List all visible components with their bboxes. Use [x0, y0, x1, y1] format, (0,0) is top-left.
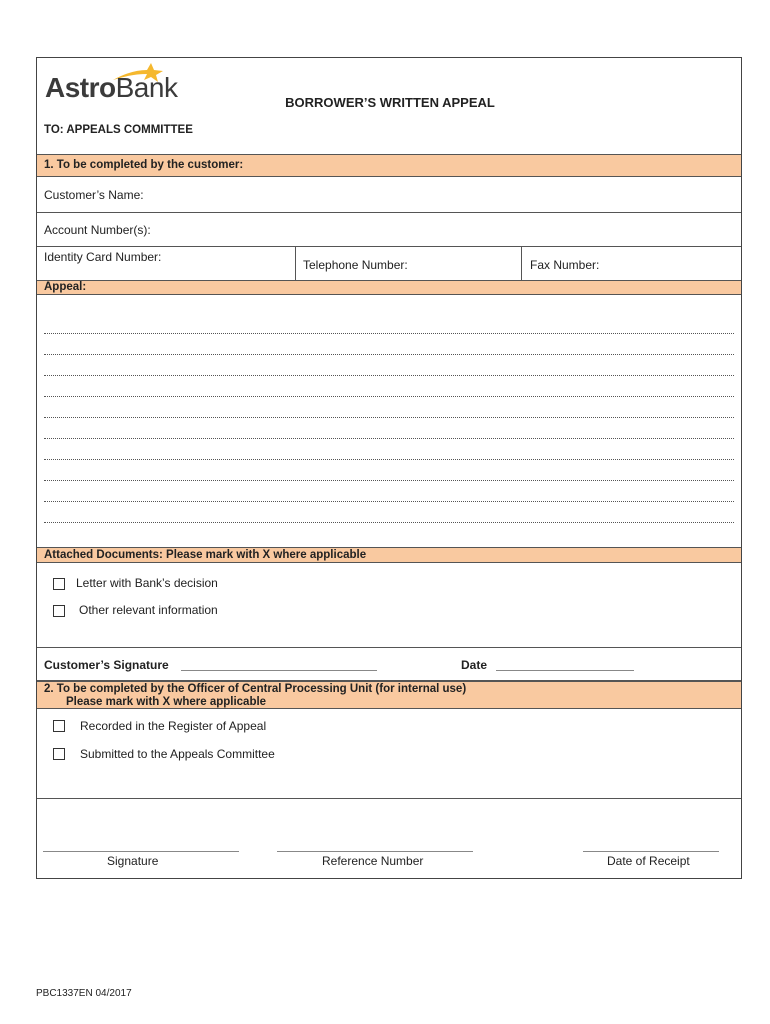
letter-checkbox[interactable] [53, 578, 65, 590]
appeal-line [44, 479, 734, 481]
submitted-label: Submitted to the Appeals Committee [80, 747, 275, 761]
reference-number-label: Reference Number [322, 854, 424, 868]
divider [37, 798, 741, 799]
recorded-label: Recorded in the Register of Appeal [80, 719, 267, 733]
appeal-line [44, 521, 734, 523]
attached-documents-header: Attached Documents: Please mark with X where applicable [37, 547, 741, 563]
appeal-header: Appeal: [37, 280, 741, 295]
customer-signature-line[interactable] [181, 670, 377, 671]
logo-wordmark: AstroBank [45, 72, 178, 103]
contact-row [37, 247, 741, 281]
appeal-line [44, 353, 734, 355]
date-label: Date [461, 658, 488, 672]
divider [521, 247, 522, 281]
other-info-checkbox[interactable] [53, 605, 65, 617]
form-title: BORROWER’S WRITTEN APPEAL [285, 95, 495, 110]
other-info-label: Other relevant information [79, 603, 218, 617]
customer-signature-row [37, 647, 741, 681]
officer-signature-line[interactable] [43, 851, 239, 852]
divider [295, 247, 296, 281]
appeal-form [36, 57, 742, 879]
section1-header: 1. To be completed by the customer: [37, 154, 741, 177]
customer-name-field[interactable] [37, 177, 741, 213]
telephone-label: Telephone Number: [303, 258, 408, 272]
identity-card-label: Identity Card Number: [44, 250, 162, 264]
section2-instruction: Please mark with X where applicable [66, 696, 267, 708]
appeal-line [44, 500, 734, 502]
date-line[interactable] [496, 670, 634, 671]
customer-signature-label: Customer’s Signature [44, 658, 169, 672]
appeal-line [44, 332, 734, 334]
appeal-line [44, 395, 734, 397]
recipient-line: TO: APPEALS COMMITTEE [44, 124, 193, 136]
form-code: PBC1337EN 04/2017 [36, 988, 132, 999]
date-of-receipt-label: Date of Receipt [607, 854, 690, 868]
section2-title: 2. To be completed by the Officer of Central Processing Unit (for internal use) [44, 683, 467, 695]
fax-label: Fax Number: [530, 258, 600, 272]
account-numbers-field[interactable] [37, 213, 741, 247]
customer-name-label: Customer’s Name: [44, 188, 144, 202]
appeal-line [44, 374, 734, 376]
appeal-line [44, 416, 734, 418]
submitted-checkbox[interactable] [53, 748, 65, 760]
letter-label: Letter with Bank’s decision [76, 576, 218, 590]
account-numbers-label: Account Number(s): [44, 223, 151, 237]
date-of-receipt-line[interactable] [583, 851, 719, 852]
reference-number-line[interactable] [277, 851, 473, 852]
recorded-checkbox[interactable] [53, 720, 65, 732]
section2-header [37, 681, 741, 709]
appeal-line [44, 437, 734, 439]
appeal-line [44, 458, 734, 460]
signature-label: Signature [107, 854, 159, 868]
